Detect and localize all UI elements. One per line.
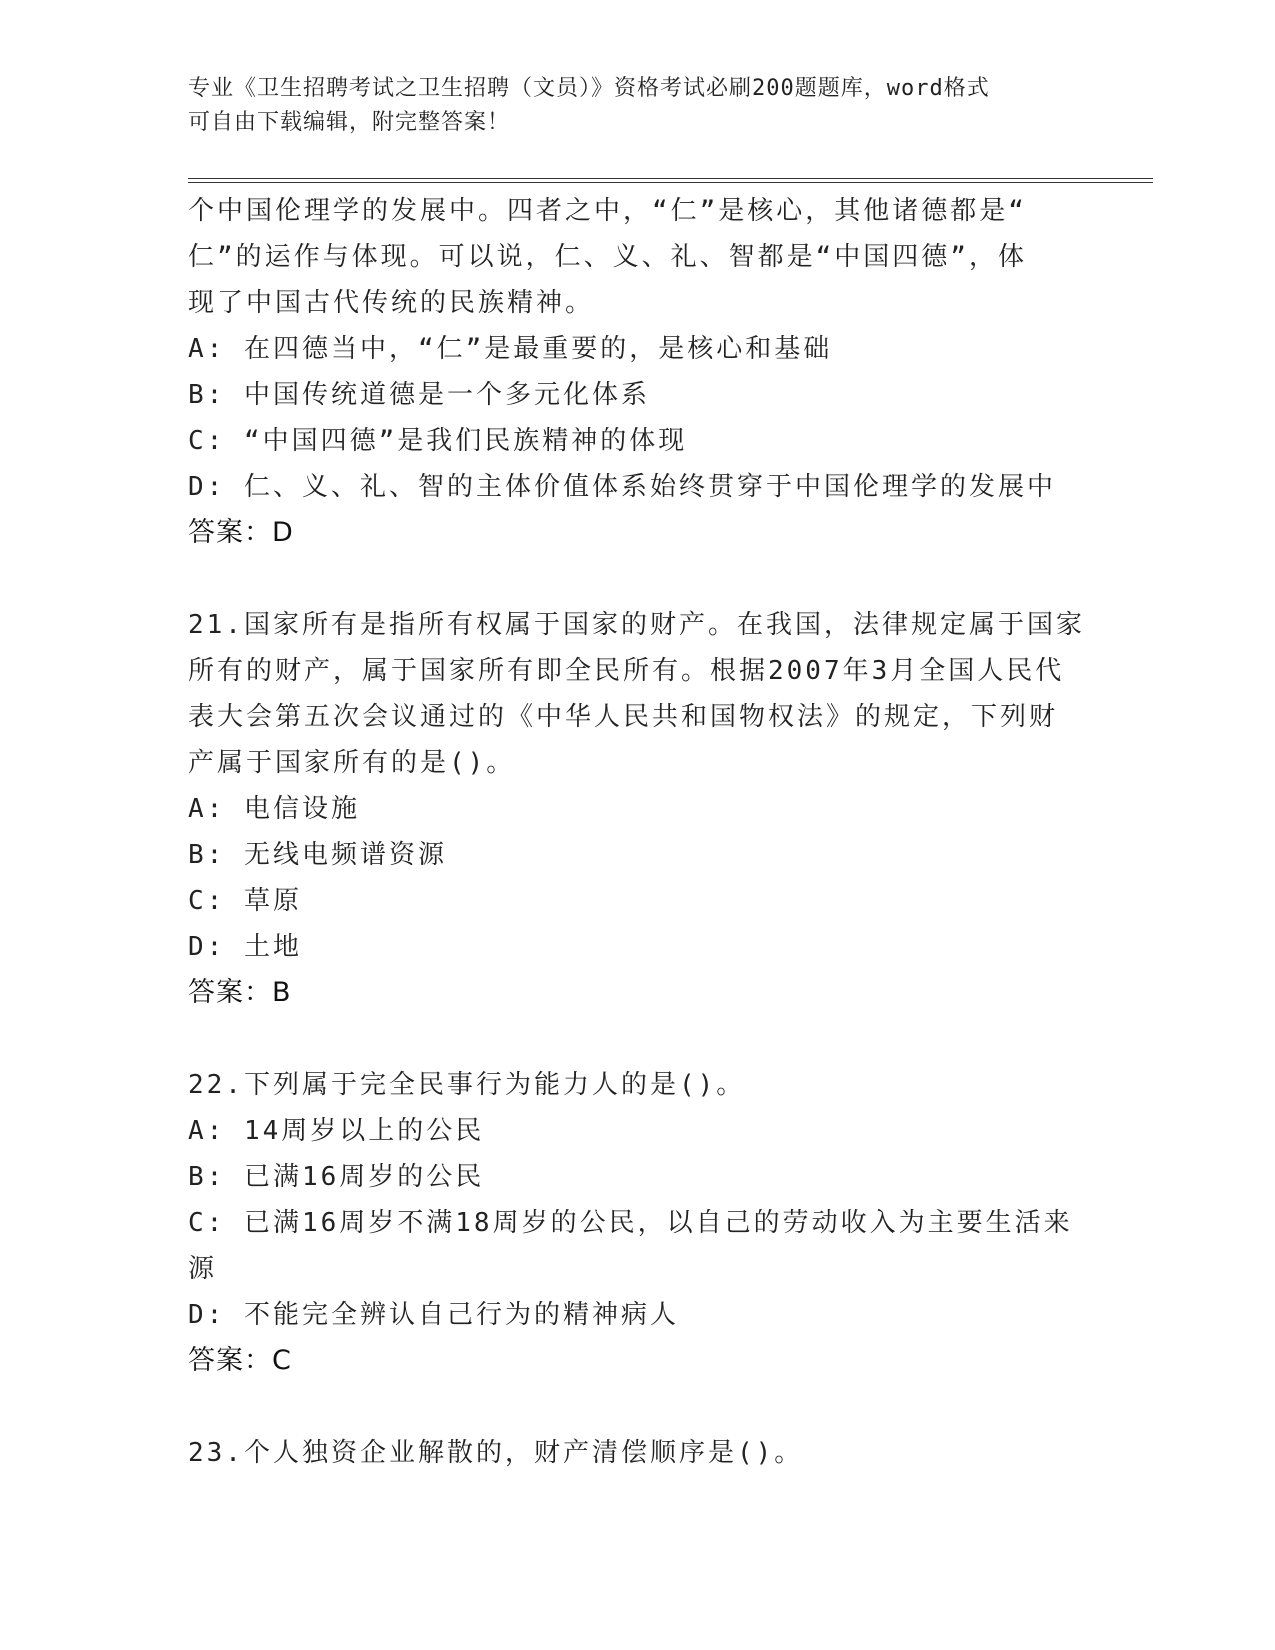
question-text-line: 现了中国古代传统的民族精神。 [188,288,595,318]
question-text-line: 23.个人独资企业解散的，财产清偿顺序是()。 [188,1438,804,1468]
spacer [188,1384,1088,1430]
option-a: A: 14周岁以上的公民 [188,1116,485,1146]
option-c: C: 已满16周岁不满18周岁的公民，以自己的劳动收入为主要生活来 [188,1208,1073,1238]
header-divider-top [188,178,1153,179]
option-d: D: 仁、义、礼、智的主体价值体系始终贯穿于中国伦理学的发展中 [188,472,1056,502]
option-c: C: “中国四德”是我们民族精神的体现 [188,426,688,456]
question-text-line: 产属于国家所有的是()。 [188,748,516,778]
question-23-block [188,1430,1088,1476]
header-divider-bottom [188,182,1153,183]
header-title-line-2: 可自由下载编辑，附完整答案！ [188,110,511,135]
option-c: C: 草原 [188,886,302,916]
question-text-line: 所有的财产，属于国家所有即全民所有。根据2007年3月全国人民代 [188,656,1065,686]
document-header [188,72,1088,140]
question-text-line: 21.国家所有是指所有权属于国家的财产。在我国，法律规定属于国家 [188,610,1085,640]
option-b: B: 无线电频谱资源 [188,840,447,870]
spacer [188,1016,1088,1062]
option-d: D: 土地 [188,932,302,962]
option-a: A: 电信设施 [188,794,360,824]
question-22-block [188,1062,1088,1384]
option-b: B: 已满16周岁的公民 [188,1162,485,1192]
question-text-line: 个中国伦理学的发展中。四者之中，“仁”是核心，其他诸德都是“ [188,196,1027,226]
option-c-continued: 源 [188,1254,218,1284]
header-title-line-1: 专业《卫生招聘考试之卫生招聘（文员）》资格考试必刷200题题库，word格式 [188,76,990,101]
question-21-block [188,602,1088,1016]
question-20-block [188,188,1088,556]
option-d: D: 不能完全辨认自己行为的精神病人 [188,1300,679,1330]
question-content [188,188,1088,1476]
question-text-line: 表大会第五次会议通过的《中华人民共和国物权法》的规定，下列财 [188,702,1059,732]
option-b: B: 中国传统道德是一个多元化体系 [188,380,650,410]
spacer [188,556,1088,602]
answer-label: 答案：C [188,1345,292,1376]
answer-label: 答案：D [188,517,294,548]
question-text-line: 仁”的运作与体现。可以说，仁、义、礼、智都是“中国四德”，体 [188,242,1027,272]
option-a: A: 在四德当中，“仁”是最重要的，是核心和基础 [188,334,833,364]
answer-label: 答案：B [188,977,292,1008]
question-text-line: 22.下列属于完全民事行为能力人的是()。 [188,1070,746,1100]
